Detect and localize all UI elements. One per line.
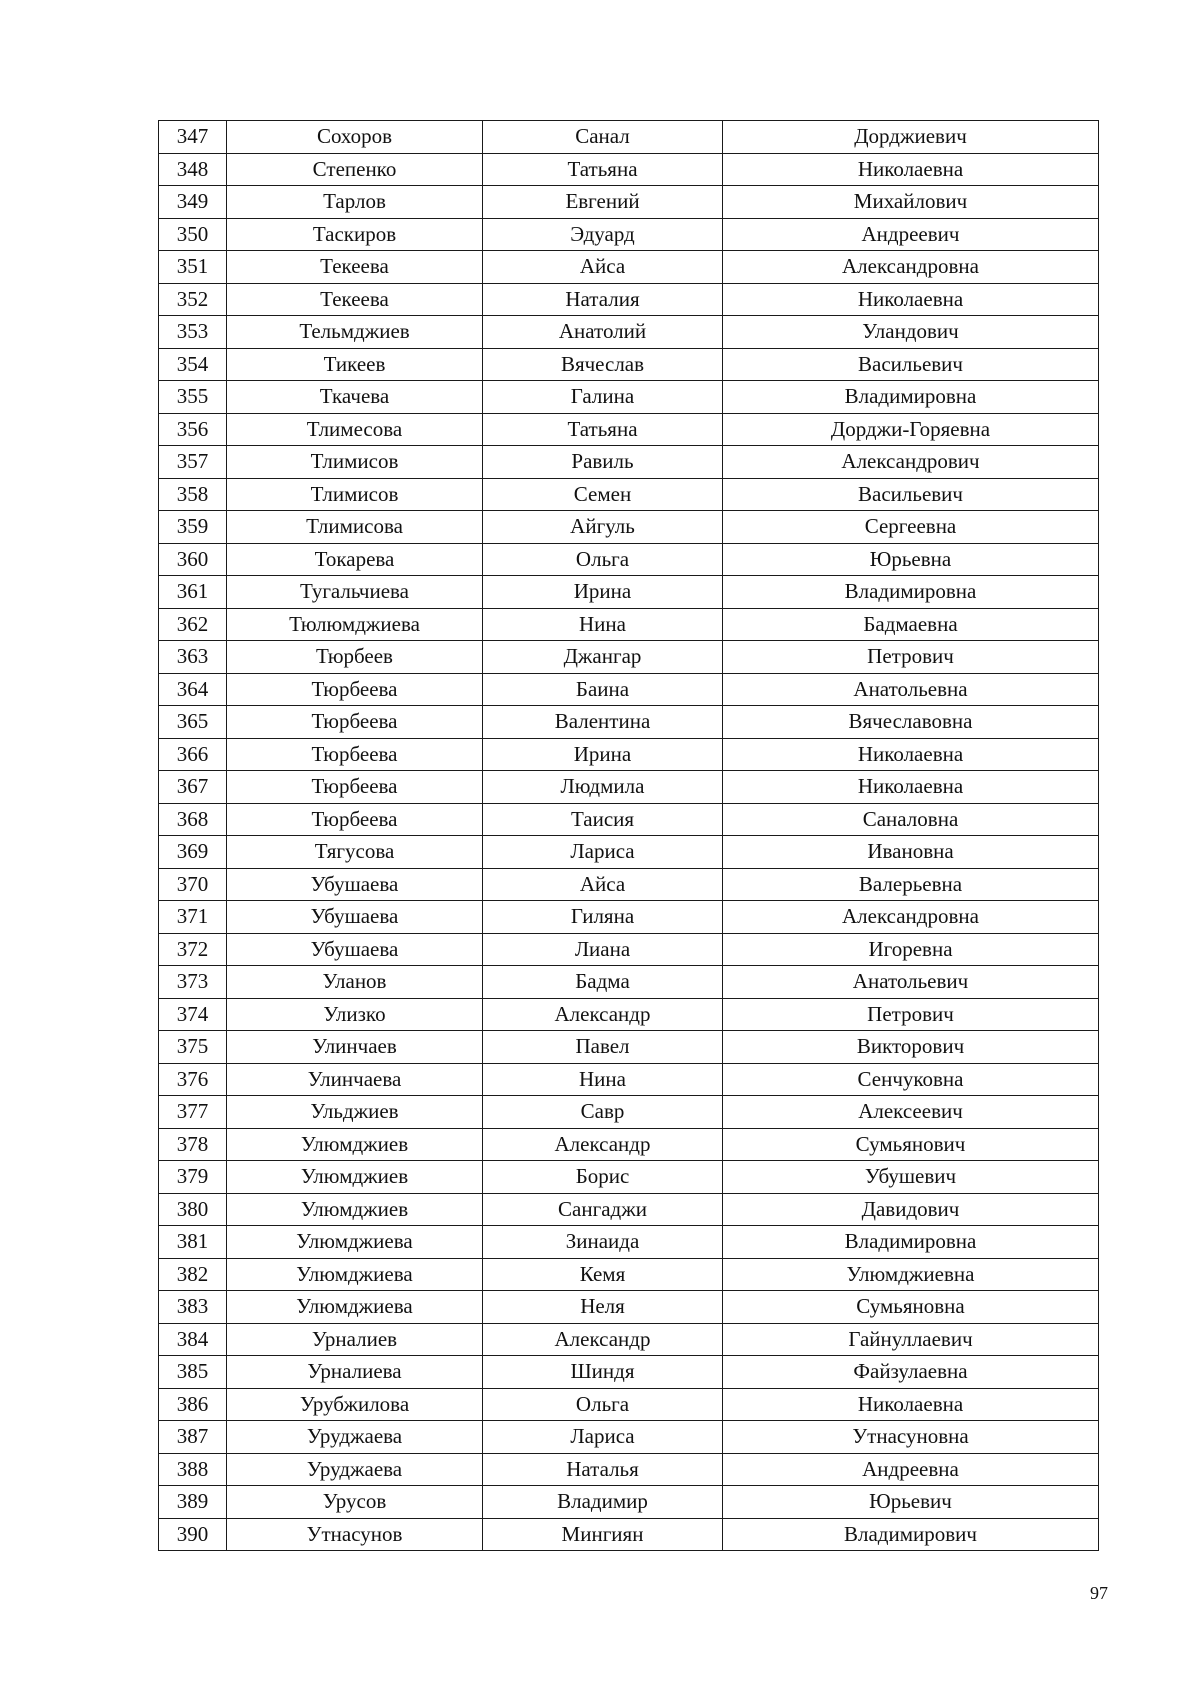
- first-name-cell: Семен: [483, 478, 723, 511]
- table-row: [159, 1486, 1099, 1519]
- first-name-cell: Владимир: [483, 1486, 723, 1519]
- first-name-cell: Джангар: [483, 641, 723, 674]
- table-row: [159, 121, 1099, 154]
- patronymic-cell: Сергеевна: [723, 511, 1099, 544]
- last-name-cell: Ульджиев: [227, 1096, 483, 1129]
- row-number-cell: 364: [159, 673, 227, 706]
- table-row: [159, 478, 1099, 511]
- patronymic-cell: Александровна: [723, 901, 1099, 934]
- table-row: [159, 771, 1099, 804]
- first-name-cell: Шиндя: [483, 1356, 723, 1389]
- row-number-cell: 377: [159, 1096, 227, 1129]
- patronymic-cell: Убушевич: [723, 1161, 1099, 1194]
- row-number-cell: 386: [159, 1388, 227, 1421]
- row-number-cell: 360: [159, 543, 227, 576]
- last-name-cell: Тюрбеев: [227, 641, 483, 674]
- first-name-cell: Галина: [483, 381, 723, 414]
- table-row: [159, 1193, 1099, 1226]
- table-row: [159, 673, 1099, 706]
- first-name-cell: Ольга: [483, 1388, 723, 1421]
- first-name-cell: Бадма: [483, 966, 723, 999]
- table-row: [159, 1096, 1099, 1129]
- last-name-cell: Текеева: [227, 283, 483, 316]
- patronymic-cell: Анатольевич: [723, 966, 1099, 999]
- row-number-cell: 369: [159, 836, 227, 869]
- row-number-cell: 388: [159, 1453, 227, 1486]
- table-row: [159, 1356, 1099, 1389]
- row-number-cell: 374: [159, 998, 227, 1031]
- row-number-cell: 387: [159, 1421, 227, 1454]
- patronymic-cell: Владимирович: [723, 1518, 1099, 1551]
- first-name-cell: Сангаджи: [483, 1193, 723, 1226]
- last-name-cell: Урналиева: [227, 1356, 483, 1389]
- patronymic-cell: Игоревна: [723, 933, 1099, 966]
- first-name-cell: Евгений: [483, 186, 723, 219]
- row-number-cell: 380: [159, 1193, 227, 1226]
- row-number-cell: 355: [159, 381, 227, 414]
- last-name-cell: Урубжилова: [227, 1388, 483, 1421]
- patronymic-cell: Анатольевна: [723, 673, 1099, 706]
- first-name-cell: Людмила: [483, 771, 723, 804]
- patronymic-cell: Николаевна: [723, 153, 1099, 186]
- row-number-cell: 351: [159, 251, 227, 284]
- first-name-cell: Ирина: [483, 576, 723, 609]
- last-name-cell: Убушаева: [227, 901, 483, 934]
- table-row: [159, 348, 1099, 381]
- table-row: [159, 803, 1099, 836]
- table-row: [159, 251, 1099, 284]
- table-row: [159, 1063, 1099, 1096]
- row-number-cell: 383: [159, 1291, 227, 1324]
- last-name-cell: Улинчаев: [227, 1031, 483, 1064]
- first-name-cell: Ольга: [483, 543, 723, 576]
- first-name-cell: Лиана: [483, 933, 723, 966]
- first-name-cell: Савр: [483, 1096, 723, 1129]
- last-name-cell: Тикеев: [227, 348, 483, 381]
- last-name-cell: Тлимисова: [227, 511, 483, 544]
- row-number-cell: 379: [159, 1161, 227, 1194]
- last-name-cell: Тюлюмджиева: [227, 608, 483, 641]
- patronymic-cell: Владимировна: [723, 381, 1099, 414]
- first-name-cell: Татьяна: [483, 153, 723, 186]
- patronymic-cell: Гайнуллаевич: [723, 1323, 1099, 1356]
- last-name-cell: Тлимесова: [227, 413, 483, 446]
- table-row: [159, 186, 1099, 219]
- first-name-cell: Лариса: [483, 1421, 723, 1454]
- first-name-cell: Таисия: [483, 803, 723, 836]
- patronymic-cell: Саналовна: [723, 803, 1099, 836]
- patronymic-cell: Файзулаевна: [723, 1356, 1099, 1389]
- patronymic-cell: Ивановна: [723, 836, 1099, 869]
- patronymic-cell: Валерьевна: [723, 868, 1099, 901]
- row-number-cell: 357: [159, 446, 227, 479]
- row-number-cell: 354: [159, 348, 227, 381]
- row-number-cell: 356: [159, 413, 227, 446]
- table-row: [159, 1161, 1099, 1194]
- patronymic-cell: Дорджиевич: [723, 121, 1099, 154]
- patronymic-cell: Александрович: [723, 446, 1099, 479]
- row-number-cell: 389: [159, 1486, 227, 1519]
- first-name-cell: Эдуард: [483, 218, 723, 251]
- patronymic-cell: Владимировна: [723, 1226, 1099, 1259]
- table-row: [159, 283, 1099, 316]
- row-number-cell: 363: [159, 641, 227, 674]
- table-row: [159, 836, 1099, 869]
- first-name-cell: Александр: [483, 998, 723, 1031]
- table-row: [159, 608, 1099, 641]
- row-number-cell: 376: [159, 1063, 227, 1096]
- last-name-cell: Ткачева: [227, 381, 483, 414]
- table-row: [159, 316, 1099, 349]
- names-table: [158, 120, 1099, 1551]
- last-name-cell: Урусов: [227, 1486, 483, 1519]
- last-name-cell: Утнасунов: [227, 1518, 483, 1551]
- patronymic-cell: Викторович: [723, 1031, 1099, 1064]
- first-name-cell: Баина: [483, 673, 723, 706]
- row-number-cell: 366: [159, 738, 227, 771]
- patronymic-cell: Николаевна: [723, 738, 1099, 771]
- row-number-cell: 384: [159, 1323, 227, 1356]
- last-name-cell: Уруджаева: [227, 1421, 483, 1454]
- table-row: [159, 998, 1099, 1031]
- last-name-cell: Улюмджиев: [227, 1193, 483, 1226]
- row-number-cell: 347: [159, 121, 227, 154]
- patronymic-cell: Юрьевна: [723, 543, 1099, 576]
- last-name-cell: Улизко: [227, 998, 483, 1031]
- first-name-cell: Айса: [483, 868, 723, 901]
- last-name-cell: Тлимисов: [227, 446, 483, 479]
- table-row: [159, 576, 1099, 609]
- last-name-cell: Улинчаева: [227, 1063, 483, 1096]
- last-name-cell: Тюрбеева: [227, 706, 483, 739]
- last-name-cell: Убушаева: [227, 933, 483, 966]
- table-row: [159, 966, 1099, 999]
- last-name-cell: Улюмджиев: [227, 1161, 483, 1194]
- row-number-cell: 359: [159, 511, 227, 544]
- patronymic-cell: Алексеевич: [723, 1096, 1099, 1129]
- table-row: [159, 511, 1099, 544]
- row-number-cell: 373: [159, 966, 227, 999]
- first-name-cell: Айса: [483, 251, 723, 284]
- table-row: [159, 706, 1099, 739]
- patronymic-cell: Николаевна: [723, 283, 1099, 316]
- table-row: [159, 1258, 1099, 1291]
- patronymic-cell: Утнасуновна: [723, 1421, 1099, 1454]
- patronymic-cell: Сумьяновна: [723, 1291, 1099, 1324]
- first-name-cell: Вячеслав: [483, 348, 723, 381]
- table-row: [159, 1323, 1099, 1356]
- patronymic-cell: Улюмджиевна: [723, 1258, 1099, 1291]
- patronymic-cell: Александровна: [723, 251, 1099, 284]
- patronymic-cell: Михайлович: [723, 186, 1099, 219]
- last-name-cell: Сохоров: [227, 121, 483, 154]
- first-name-cell: Лариса: [483, 836, 723, 869]
- table-row: [159, 641, 1099, 674]
- last-name-cell: Тюрбеева: [227, 738, 483, 771]
- names-table-body: [159, 121, 1099, 1551]
- row-number-cell: 382: [159, 1258, 227, 1291]
- patronymic-cell: Николаевна: [723, 771, 1099, 804]
- last-name-cell: Тюрбеева: [227, 803, 483, 836]
- last-name-cell: Уруджаева: [227, 1453, 483, 1486]
- last-name-cell: Урналиев: [227, 1323, 483, 1356]
- last-name-cell: Тарлов: [227, 186, 483, 219]
- patronymic-cell: Андреевич: [723, 218, 1099, 251]
- table-row: [159, 218, 1099, 251]
- patronymic-cell: Васильевич: [723, 478, 1099, 511]
- row-number-cell: 368: [159, 803, 227, 836]
- patronymic-cell: Петрович: [723, 641, 1099, 674]
- table-row: [159, 1128, 1099, 1161]
- row-number-cell: 348: [159, 153, 227, 186]
- first-name-cell: Равиль: [483, 446, 723, 479]
- last-name-cell: Тлимисов: [227, 478, 483, 511]
- table-row: [159, 1388, 1099, 1421]
- table-row: [159, 1291, 1099, 1324]
- first-name-cell: Неля: [483, 1291, 723, 1324]
- table-row: [159, 1421, 1099, 1454]
- patronymic-cell: Вячеславовна: [723, 706, 1099, 739]
- last-name-cell: Тельмджиев: [227, 316, 483, 349]
- table-row: [159, 381, 1099, 414]
- first-name-cell: Кемя: [483, 1258, 723, 1291]
- first-name-cell: Ирина: [483, 738, 723, 771]
- table-row: [159, 868, 1099, 901]
- table-row: [159, 738, 1099, 771]
- patronymic-cell: Петрович: [723, 998, 1099, 1031]
- first-name-cell: Анатолий: [483, 316, 723, 349]
- patronymic-cell: Андреевна: [723, 1453, 1099, 1486]
- patronymic-cell: Владимировна: [723, 576, 1099, 609]
- row-number-cell: 358: [159, 478, 227, 511]
- row-number-cell: 381: [159, 1226, 227, 1259]
- patronymic-cell: Сенчуковна: [723, 1063, 1099, 1096]
- table-row: [159, 543, 1099, 576]
- patronymic-cell: Юрьевич: [723, 1486, 1099, 1519]
- page-number: 97: [1090, 1583, 1108, 1603]
- table-row: [159, 901, 1099, 934]
- table-row: [159, 1453, 1099, 1486]
- row-number-cell: 370: [159, 868, 227, 901]
- first-name-cell: Зинаида: [483, 1226, 723, 1259]
- last-name-cell: Улюмджиева: [227, 1226, 483, 1259]
- patronymic-cell: Сумьянович: [723, 1128, 1099, 1161]
- row-number-cell: 378: [159, 1128, 227, 1161]
- patronymic-cell: Бадмаевна: [723, 608, 1099, 641]
- row-number-cell: 390: [159, 1518, 227, 1551]
- first-name-cell: Александр: [483, 1323, 723, 1356]
- row-number-cell: 361: [159, 576, 227, 609]
- row-number-cell: 367: [159, 771, 227, 804]
- first-name-cell: Гиляна: [483, 901, 723, 934]
- first-name-cell: Нина: [483, 608, 723, 641]
- patronymic-cell: Дорджи-Горяевна: [723, 413, 1099, 446]
- last-name-cell: Токарева: [227, 543, 483, 576]
- first-name-cell: Александр: [483, 1128, 723, 1161]
- row-number-cell: 385: [159, 1356, 227, 1389]
- last-name-cell: Тягусова: [227, 836, 483, 869]
- first-name-cell: Татьяна: [483, 413, 723, 446]
- last-name-cell: Тугальчиева: [227, 576, 483, 609]
- first-name-cell: Айгуль: [483, 511, 723, 544]
- table-row: [159, 1031, 1099, 1064]
- first-name-cell: Наталия: [483, 283, 723, 316]
- row-number-cell: 353: [159, 316, 227, 349]
- last-name-cell: Улюмджиева: [227, 1258, 483, 1291]
- table-row: [159, 1226, 1099, 1259]
- last-name-cell: Убушаева: [227, 868, 483, 901]
- table-row: [159, 446, 1099, 479]
- first-name-cell: Павел: [483, 1031, 723, 1064]
- last-name-cell: Улюмджиев: [227, 1128, 483, 1161]
- row-number-cell: 372: [159, 933, 227, 966]
- patronymic-cell: Николаевна: [723, 1388, 1099, 1421]
- last-name-cell: Таскиров: [227, 218, 483, 251]
- first-name-cell: Борис: [483, 1161, 723, 1194]
- first-name-cell: Нина: [483, 1063, 723, 1096]
- last-name-cell: Улюмджиева: [227, 1291, 483, 1324]
- last-name-cell: Тюрбеева: [227, 771, 483, 804]
- table-row: [159, 1518, 1099, 1551]
- first-name-cell: Наталья: [483, 1453, 723, 1486]
- first-name-cell: Санал: [483, 121, 723, 154]
- row-number-cell: 349: [159, 186, 227, 219]
- row-number-cell: 365: [159, 706, 227, 739]
- patronymic-cell: Васильевич: [723, 348, 1099, 381]
- last-name-cell: Текеева: [227, 251, 483, 284]
- row-number-cell: 375: [159, 1031, 227, 1064]
- last-name-cell: Степенко: [227, 153, 483, 186]
- table-row: [159, 153, 1099, 186]
- row-number-cell: 371: [159, 901, 227, 934]
- row-number-cell: 352: [159, 283, 227, 316]
- first-name-cell: Мингиян: [483, 1518, 723, 1551]
- table-row: [159, 933, 1099, 966]
- first-name-cell: Валентина: [483, 706, 723, 739]
- table-row: [159, 413, 1099, 446]
- row-number-cell: 362: [159, 608, 227, 641]
- patronymic-cell: Уландович: [723, 316, 1099, 349]
- last-name-cell: Уланов: [227, 966, 483, 999]
- patronymic-cell: Давидович: [723, 1193, 1099, 1226]
- last-name-cell: Тюрбеева: [227, 673, 483, 706]
- row-number-cell: 350: [159, 218, 227, 251]
